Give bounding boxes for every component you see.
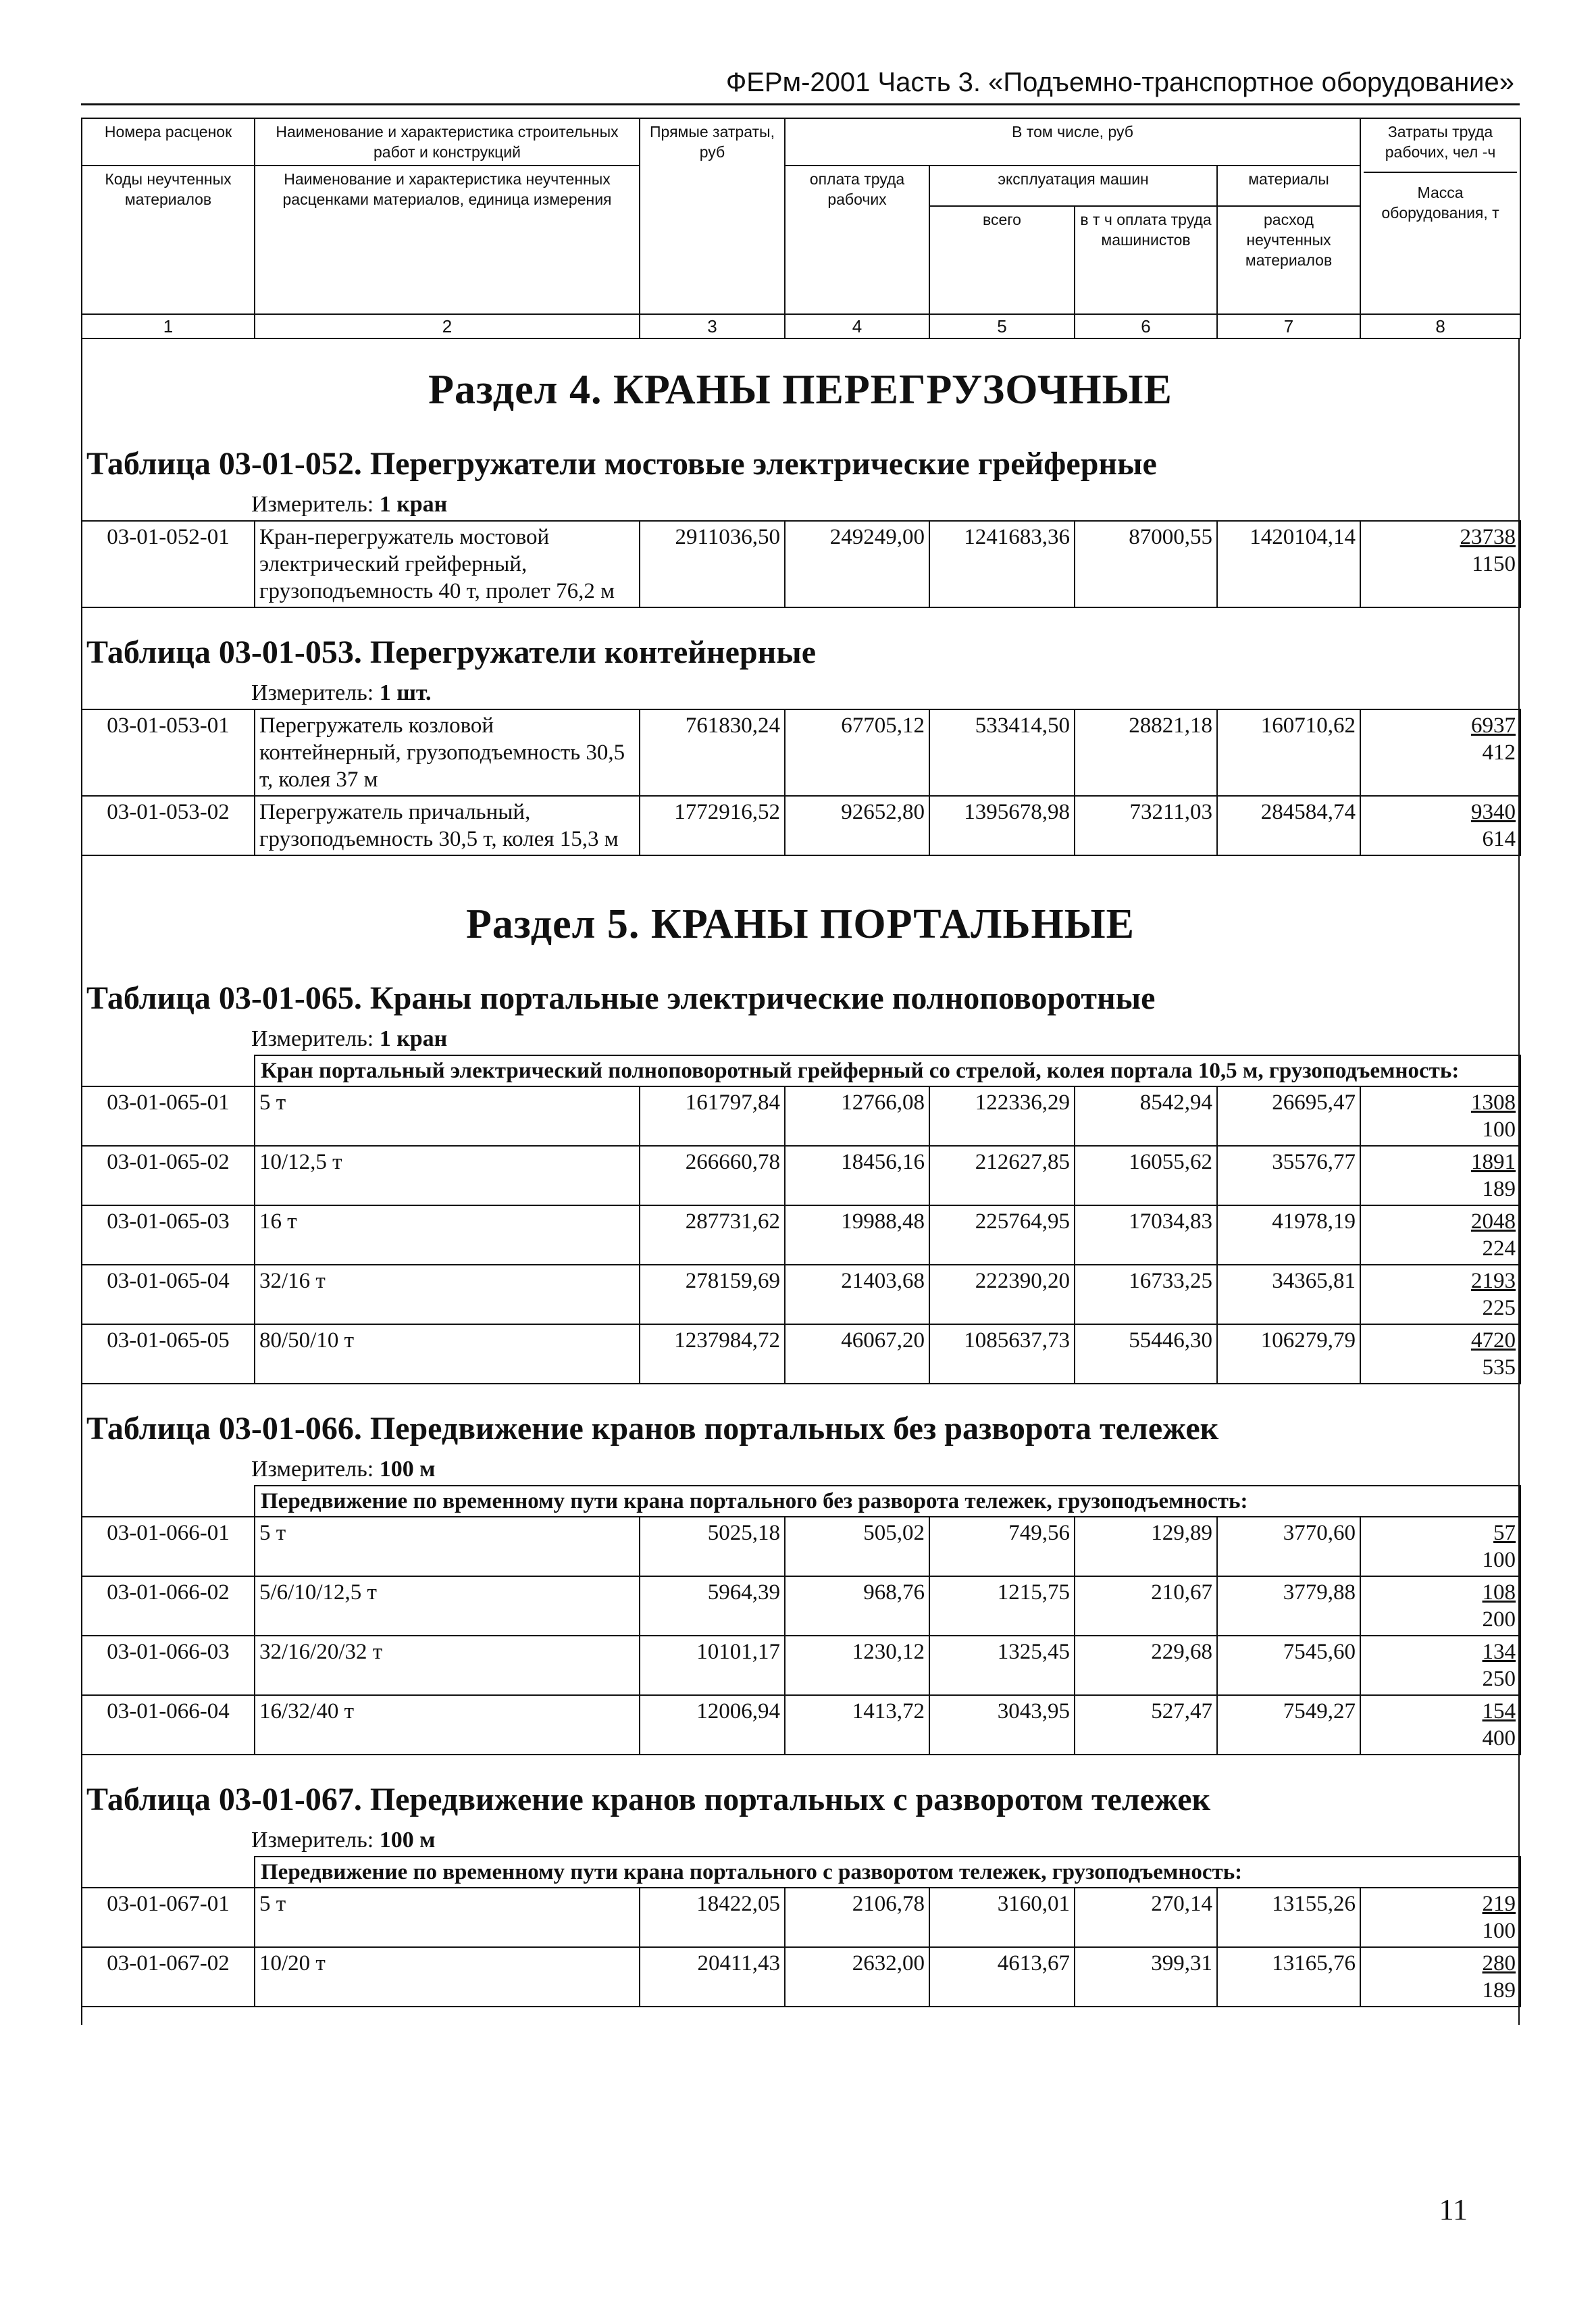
table-row — [82, 1324, 1520, 1384]
col-header-labor-hours: Затраты труда рабочих, чел -ч — [1364, 122, 1517, 173]
cell-mach-labor: 527,47 — [1075, 1695, 1217, 1755]
cell-direct: 20411,43 — [640, 1947, 785, 2007]
cell-labor-hours: 1891 — [1471, 1150, 1516, 1174]
page-number: 11 — [1439, 2193, 1468, 2226]
measure-unit — [82, 1450, 1518, 1485]
cell-hours-mass — [1360, 1205, 1520, 1265]
cell-labor: 19988,48 — [785, 1205, 929, 1265]
col-header-operator-pay: в т ч оплата труда машинистов — [1075, 206, 1217, 314]
cell-name: 16/32/40 т — [255, 1695, 640, 1755]
cell-equipment-mass: 1150 — [1472, 552, 1516, 576]
col-number: 7 — [1217, 314, 1360, 338]
cell-mach: 1215,75 — [929, 1576, 1075, 1636]
cell-labor: 67705,12 — [785, 709, 929, 796]
table-row — [82, 1265, 1520, 1324]
cell-labor-hours: 57 — [1493, 1521, 1516, 1545]
cell-code: 03-01-066-02 — [82, 1576, 255, 1636]
measure-label: Измеритель: — [251, 1457, 374, 1482]
cell-mat: 35576,77 — [1217, 1146, 1360, 1205]
cell-equipment-mass: 189 — [1482, 1177, 1516, 1201]
table-row — [82, 796, 1520, 855]
cell-mach-labor: 210,67 — [1075, 1576, 1217, 1636]
cell-mach: 1395678,98 — [929, 796, 1075, 855]
price-table — [81, 520, 1521, 608]
cell-equipment-mass: 100 — [1482, 1919, 1516, 1943]
cell-equipment-mass: 250 — [1482, 1667, 1516, 1691]
measure-value: 100 м — [379, 1457, 436, 1482]
section-title: Раздел 5. КРАНЫ ПОРТАЛЬНЫЕ — [466, 901, 1135, 947]
table-gap — [82, 1384, 1518, 1402]
measure-label: Измеритель: — [251, 680, 374, 705]
section — [81, 339, 1520, 874]
table-row — [82, 1888, 1520, 1947]
cell-labor-hours: 4720 — [1471, 1328, 1516, 1353]
table-gap — [82, 2007, 1518, 2025]
section-title: Раздел 4. КРАНЫ ПЕРЕГРУЗОЧНЫЕ — [428, 367, 1173, 413]
cell-hours-mass — [1360, 1086, 1520, 1146]
cell-equipment-mass: 412 — [1482, 740, 1516, 765]
cell-mat: 13155,26 — [1217, 1888, 1360, 1947]
cell-mach-labor: 8542,94 — [1075, 1086, 1217, 1146]
cell-mat: 3770,60 — [1217, 1517, 1360, 1576]
cell-mach-labor: 270,14 — [1075, 1888, 1217, 1947]
cell-name: Перегружатель причальный, грузоподъемность 30,5 т, колея 15,3 м — [255, 796, 640, 855]
cell-mat: 1420104,14 — [1217, 521, 1360, 607]
cell-labor-hours: 2193 — [1471, 1269, 1516, 1293]
measure-unit — [82, 1821, 1518, 1856]
cell-labor-hours: 23738 — [1460, 525, 1516, 549]
cell-direct: 18422,05 — [640, 1888, 785, 1947]
cell-mach-labor: 87000,55 — [1075, 521, 1217, 607]
cell-labor: 21403,68 — [785, 1265, 929, 1324]
page-content — [81, 68, 1520, 2025]
cell-labor: 92652,80 — [785, 796, 929, 855]
cell-name: 5/6/10/12,5 т — [255, 1576, 640, 1636]
cell-mach-labor: 55446,30 — [1075, 1324, 1217, 1384]
cell-name: Кран-перегружатель мостовой электрический грейферный, грузоподъемность 40 т, пролет 76,2 м — [255, 521, 640, 607]
cell-name: 10/12,5 т — [255, 1146, 640, 1205]
cell-mat: 34365,81 — [1217, 1265, 1360, 1324]
cell-labor: 1413,72 — [785, 1695, 929, 1755]
cell-direct: 287731,62 — [640, 1205, 785, 1265]
measure-unit — [82, 674, 1518, 709]
cell-hours-mass — [1360, 796, 1520, 855]
cell-labor-hours: 108 — [1482, 1580, 1516, 1605]
cell-name: 80/50/10 т — [255, 1324, 640, 1384]
cell-labor: 2106,78 — [785, 1888, 929, 1947]
cell-mach-labor: 129,89 — [1075, 1517, 1217, 1576]
table-subheading: Передвижение по временному пути крана портального с разворотом тележек, грузоподъемность: — [255, 1857, 1520, 1888]
price-table — [81, 1485, 1521, 1755]
cell-name: Перегружатель козловой контейнерный, грузоподъемность 30,5 т, колея 37 м — [255, 709, 640, 796]
table-title: Таблица 03-01-052. Перегружатели мостовые электрические грейферные — [86, 446, 1157, 482]
table-row — [82, 1695, 1520, 1755]
table-row — [82, 1636, 1520, 1695]
cell-direct: 5964,39 — [640, 1576, 785, 1636]
cell-equipment-mass: 100 — [1482, 1548, 1516, 1572]
cell-mat: 106279,79 — [1217, 1324, 1360, 1384]
table-row — [82, 1517, 1520, 1576]
col-header-material-name: Наименование и характеристика неучтенных расценками материалов, единица измерения — [255, 166, 640, 314]
cell-labor: 249249,00 — [785, 521, 929, 607]
cell-labor: 2632,00 — [785, 1947, 929, 2007]
cell-mach-labor: 28821,18 — [1075, 709, 1217, 796]
cell-labor-hours: 2048 — [1471, 1209, 1516, 1234]
cell-mach: 4613,67 — [929, 1947, 1075, 2007]
cell-mach: 222390,20 — [929, 1265, 1075, 1324]
table-row — [82, 1205, 1520, 1265]
table-row — [82, 1576, 1520, 1636]
measure-value: 1 кран — [379, 492, 448, 517]
cell-equipment-mass: 100 — [1482, 1117, 1516, 1142]
col-header-direct-costs: Прямые затраты, руб — [640, 118, 785, 314]
cell-code: 03-01-066-03 — [82, 1636, 255, 1695]
cell-hours-mass — [1360, 521, 1520, 607]
cell-code: 03-01-065-02 — [82, 1146, 255, 1205]
cell-mach: 212627,85 — [929, 1146, 1075, 1205]
price-table — [81, 1856, 1521, 2007]
table-title: Таблица 03-01-053. Перегружатели контейнерные — [86, 634, 817, 670]
cell-name: 32/16 т — [255, 1265, 640, 1324]
cell-mach: 122336,29 — [929, 1086, 1075, 1146]
cell-direct: 761830,24 — [640, 709, 785, 796]
cell-direct: 5025,18 — [640, 1517, 785, 1576]
cell-code: 03-01-066-04 — [82, 1695, 255, 1755]
cell-code: 03-01-067-01 — [82, 1888, 255, 1947]
col-header-material-codes: Коды неучтенных материалов — [82, 166, 255, 314]
cell-code: 03-01-067-02 — [82, 1947, 255, 2007]
cell-mat: 7549,27 — [1217, 1695, 1360, 1755]
cell-labor: 12766,08 — [785, 1086, 929, 1146]
measure-label: Измеритель: — [251, 1026, 374, 1051]
col-header-worker-pay: оплата труда рабочих — [785, 166, 929, 314]
cell-code: 03-01-065-04 — [82, 1265, 255, 1324]
measure-value: 1 шт. — [379, 680, 432, 705]
cell-name: 10/20 т — [255, 1947, 640, 2007]
cell-hours-mass — [1360, 1146, 1520, 1205]
measure-unit — [82, 485, 1518, 520]
cell-equipment-mass: 400 — [1482, 1726, 1516, 1751]
cell-mat: 7545,60 — [1217, 1636, 1360, 1695]
cell-name: 32/16/20/32 т — [255, 1636, 640, 1695]
col-header-labor-mass — [1360, 118, 1520, 314]
cell-labor: 46067,20 — [785, 1324, 929, 1384]
measure-label: Измеритель: — [251, 1828, 374, 1853]
cell-labor-hours: 9340 — [1471, 800, 1516, 824]
cell-name: 5 т — [255, 1888, 640, 1947]
table-row — [82, 709, 1520, 796]
cell-mach: 3043,95 — [929, 1695, 1075, 1755]
table-title: Таблица 03-01-065. Краны портальные электрические полноповоротные — [86, 980, 1156, 1016]
cell-code: 03-01-066-01 — [82, 1517, 255, 1576]
table-gap — [82, 856, 1518, 874]
col-number: 1 — [82, 314, 255, 338]
column-header-table — [81, 118, 1521, 339]
cell-labor-hours: 219 — [1482, 1892, 1516, 1916]
cell-mach-labor: 16733,25 — [1075, 1265, 1217, 1324]
col-header-work-name: Наименование и характеристика строительных работ и конструкций — [255, 118, 640, 166]
cell-code: 03-01-065-03 — [82, 1205, 255, 1265]
cell-hours-mass — [1360, 1576, 1520, 1636]
col-number: 8 — [1360, 314, 1520, 338]
price-table — [81, 1055, 1521, 1384]
cell-mach: 1241683,36 — [929, 521, 1075, 607]
cell-code: 03-01-052-01 — [82, 521, 255, 607]
cell-equipment-mass: 535 — [1482, 1355, 1516, 1380]
cell-hours-mass — [1360, 1947, 1520, 2007]
table-subheading: Кран портальный электрический полноповоротный грейферный со стрелой, колея портала 10,5 м, грузоподъемность: — [255, 1055, 1520, 1086]
cell-mach-labor: 17034,83 — [1075, 1205, 1217, 1265]
cell-direct: 2911036,50 — [640, 521, 785, 607]
cell-mach-labor: 399,31 — [1075, 1947, 1217, 2007]
col-header-materials: материалы — [1217, 166, 1360, 206]
cell-mach: 749,56 — [929, 1517, 1075, 1576]
running-header: ФЕРм-2001 Часть 3. «Подъемно-транспортное оборудование» — [81, 68, 1520, 105]
cell-direct: 10101,17 — [640, 1636, 785, 1695]
cell-name: 16 т — [255, 1205, 640, 1265]
cell-mach: 533414,50 — [929, 709, 1075, 796]
cell-hours-mass — [1360, 1265, 1520, 1324]
cell-labor-hours: 134 — [1482, 1640, 1516, 1664]
cell-equipment-mass: 225 — [1482, 1296, 1516, 1320]
cell-direct: 1237984,72 — [640, 1324, 785, 1384]
measure-value: 100 м — [379, 1828, 436, 1853]
cell-labor-hours: 6937 — [1471, 713, 1516, 738]
col-number: 5 — [929, 314, 1075, 338]
table-gap — [82, 608, 1518, 626]
cell-labor: 505,02 — [785, 1517, 929, 1576]
col-header-material-use: расход неучтенных материалов — [1217, 206, 1360, 314]
cell-code: 03-01-065-01 — [82, 1086, 255, 1146]
col-header-equipment-mass: Масса оборудования, т — [1381, 184, 1499, 222]
col-number: 4 — [785, 314, 929, 338]
cell-labor-hours: 1308 — [1471, 1090, 1516, 1115]
section — [81, 874, 1520, 2025]
col-header-machines-total: всего — [929, 206, 1075, 314]
cell-hours-mass — [1360, 1888, 1520, 1947]
cell-mach-labor: 73211,03 — [1075, 796, 1217, 855]
cell-direct: 266660,78 — [640, 1146, 785, 1205]
cell-direct: 161797,84 — [640, 1086, 785, 1146]
cell-hours-mass — [1360, 1517, 1520, 1576]
cell-mach: 225764,95 — [929, 1205, 1075, 1265]
cell-mat: 13165,76 — [1217, 1947, 1360, 2007]
col-header-group: В том числе, руб — [785, 118, 1360, 166]
table-row — [82, 1146, 1520, 1205]
cell-hours-mass — [1360, 1324, 1520, 1384]
cell-equipment-mass: 614 — [1482, 827, 1516, 851]
table-gap — [82, 1755, 1518, 1773]
measure-value: 1 кран — [379, 1026, 448, 1051]
cell-labor-hours: 154 — [1482, 1699, 1516, 1724]
col-number: 2 — [255, 314, 640, 338]
cell-code: 03-01-065-05 — [82, 1324, 255, 1384]
cell-code: 03-01-053-01 — [82, 709, 255, 796]
col-number: 6 — [1075, 314, 1217, 338]
cell-equipment-mass: 200 — [1482, 1607, 1516, 1632]
cell-mat: 284584,74 — [1217, 796, 1360, 855]
cell-mach-labor: 229,68 — [1075, 1636, 1217, 1695]
col-header-rate-numbers: Номера расценок — [82, 118, 255, 166]
cell-labor: 18456,16 — [785, 1146, 929, 1205]
table-title: Таблица 03-01-066. Передвижение кранов портальных без разворота тележек — [86, 1411, 1219, 1447]
measure-label: Измеритель: — [251, 492, 374, 517]
cell-direct: 278159,69 — [640, 1265, 785, 1324]
cell-hours-mass — [1360, 709, 1520, 796]
cell-mat: 41978,19 — [1217, 1205, 1360, 1265]
cell-mat: 26695,47 — [1217, 1086, 1360, 1146]
cell-direct: 12006,94 — [640, 1695, 785, 1755]
document-body — [81, 339, 1520, 2025]
table-row — [82, 521, 1520, 607]
cell-labor: 1230,12 — [785, 1636, 929, 1695]
cell-name: 5 т — [255, 1517, 640, 1576]
table-title: Таблица 03-01-067. Передвижение кранов портальных с разворотом тележек — [86, 1782, 1211, 1817]
cell-hours-mass — [1360, 1636, 1520, 1695]
cell-mach: 3160,01 — [929, 1888, 1075, 1947]
price-table — [81, 709, 1521, 856]
cell-labor: 968,76 — [785, 1576, 929, 1636]
cell-name: 5 т — [255, 1086, 640, 1146]
cell-mat: 160710,62 — [1217, 709, 1360, 796]
cell-hours-mass — [1360, 1695, 1520, 1755]
cell-labor-hours: 280 — [1482, 1951, 1516, 1976]
cell-equipment-mass: 189 — [1482, 1978, 1516, 2003]
cell-direct: 1772916,52 — [640, 796, 785, 855]
table-subheading: Передвижение по временному пути крана портального без разворота тележек, грузоподъемность: — [255, 1486, 1520, 1517]
col-header-machines: эксплуатация машин — [929, 166, 1217, 206]
cell-mat: 3779,88 — [1217, 1576, 1360, 1636]
col-number: 3 — [640, 314, 785, 338]
table-row — [82, 1086, 1520, 1146]
cell-mach: 1325,45 — [929, 1636, 1075, 1695]
cell-code: 03-01-053-02 — [82, 796, 255, 855]
measure-unit — [82, 1020, 1518, 1055]
table-row — [82, 1947, 1520, 2007]
cell-mach-labor: 16055,62 — [1075, 1146, 1217, 1205]
cell-mach: 1085637,73 — [929, 1324, 1075, 1384]
cell-equipment-mass: 224 — [1482, 1236, 1516, 1261]
